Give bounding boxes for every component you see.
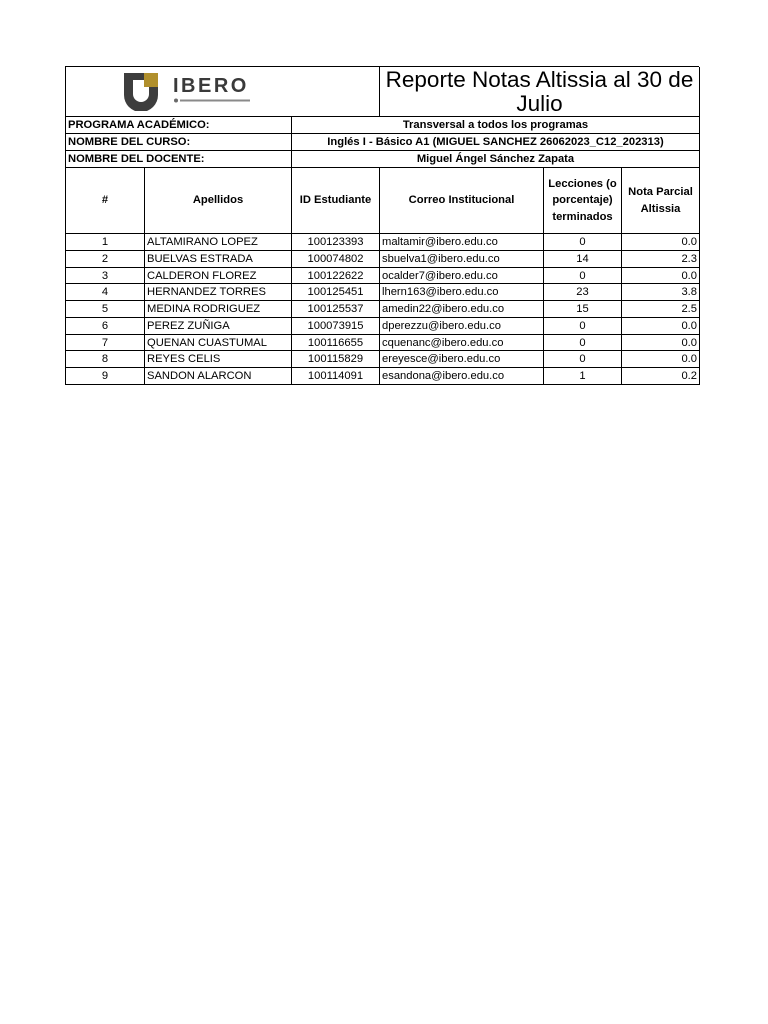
- cell-id: 100114091: [292, 368, 380, 385]
- cell-nota: 0.0: [622, 268, 700, 285]
- info-label-docente: NOMBRE DEL DOCENTE:: [66, 151, 292, 168]
- cell-apellidos: HERNANDEZ TORRES: [145, 284, 292, 301]
- cell-nota: 2.5: [622, 301, 700, 318]
- ibero-shield-icon: [124, 73, 158, 111]
- cell-correo: dperezzu@ibero.edu.co: [380, 318, 544, 335]
- cell-correo: esandona@ibero.edu.co: [380, 368, 544, 385]
- cell-nota: 0.0: [622, 335, 700, 352]
- cell-nota: 2.3: [622, 251, 700, 268]
- cell-apellidos: QUENAN CUASTUMAL: [145, 335, 292, 352]
- cell-num: 4: [66, 284, 145, 301]
- info-label-curso: NOMBRE DEL CURSO:: [66, 134, 292, 151]
- cell-id: 100123393: [292, 234, 380, 251]
- cell-nota: 0.0: [622, 351, 700, 368]
- ibero-tagline: [174, 99, 250, 103]
- col-header-correo: Correo Institucional: [380, 168, 544, 234]
- cell-correo: sbuelva1@ibero.edu.co: [380, 251, 544, 268]
- cell-num: 7: [66, 335, 145, 352]
- cell-correo: lhern163@ibero.edu.co: [380, 284, 544, 301]
- report-table: [65, 66, 699, 385]
- cell-apellidos: REYES CELIS: [145, 351, 292, 368]
- info-value-docente: Miguel Ángel Sánchez Zapata: [292, 151, 700, 168]
- col-header-id: ID Estudiante: [292, 168, 380, 234]
- report-title: Reporte Notas Altissia al 30 de Julio: [380, 67, 700, 117]
- cell-correo: ereyesce@ibero.edu.co: [380, 351, 544, 368]
- col-header-lecciones: Lecciones (o porcentaje) terminados: [544, 168, 622, 234]
- cell-lecciones: 14: [544, 251, 622, 268]
- cell-apellidos: SANDON ALARCON: [145, 368, 292, 385]
- cell-correo: amedin22@ibero.edu.co: [380, 301, 544, 318]
- cell-num: 1: [66, 234, 145, 251]
- col-header-apellidos: Apellidos: [145, 168, 292, 234]
- cell-lecciones: 0: [544, 268, 622, 285]
- cell-correo: ocalder7@ibero.edu.co: [380, 268, 544, 285]
- cell-apellidos: BUELVAS ESTRADA: [145, 251, 292, 268]
- cell-id: 100125451: [292, 284, 380, 301]
- cell-id: 100073915: [292, 318, 380, 335]
- cell-apellidos: CALDERON FLOREZ: [145, 268, 292, 285]
- cell-num: 6: [66, 318, 145, 335]
- cell-lecciones: 0: [544, 234, 622, 251]
- cell-lecciones: 0: [544, 335, 622, 352]
- cell-id: 100115829: [292, 351, 380, 368]
- cell-lecciones: 1: [544, 368, 622, 385]
- ibero-wordmark: IBERO: [173, 75, 249, 97]
- cell-apellidos: PEREZ ZUÑIGA: [145, 318, 292, 335]
- col-header-num: #: [66, 168, 145, 234]
- cell-id: 100122622: [292, 268, 380, 285]
- cell-nota: 3.8: [622, 284, 700, 301]
- cell-lecciones: 23: [544, 284, 622, 301]
- info-value-curso: Inglés I - Básico A1 (MIGUEL SANCHEZ 26062023_C12_202313): [292, 134, 700, 151]
- ibero-logo: [122, 71, 322, 111]
- info-label-programa: PROGRAMA ACADÉMICO:: [66, 117, 292, 134]
- info-value-programa: Transversal a todos los programas: [292, 117, 700, 134]
- cell-num: 8: [66, 351, 145, 368]
- cell-lecciones: 0: [544, 318, 622, 335]
- cell-id: 100125537: [292, 301, 380, 318]
- cell-lecciones: 0: [544, 351, 622, 368]
- cell-correo: cquenanc@ibero.edu.co: [380, 335, 544, 352]
- cell-num: 3: [66, 268, 145, 285]
- cell-nota: 0.2: [622, 368, 700, 385]
- cell-correo: maltamir@ibero.edu.co: [380, 234, 544, 251]
- logo-cell: [66, 67, 380, 117]
- cell-apellidos: ALTAMIRANO LOPEZ: [145, 234, 292, 251]
- cell-num: 9: [66, 368, 145, 385]
- cell-nota: 0.0: [622, 318, 700, 335]
- cell-num: 2: [66, 251, 145, 268]
- cell-id: 100074802: [292, 251, 380, 268]
- cell-num: 5: [66, 301, 145, 318]
- col-header-nota: Nota Parcial Altissia: [622, 168, 700, 234]
- cell-nota: 0.0: [622, 234, 700, 251]
- cell-apellidos: MEDINA RODRIGUEZ: [145, 301, 292, 318]
- cell-id: 100116655: [292, 335, 380, 352]
- cell-lecciones: 15: [544, 301, 622, 318]
